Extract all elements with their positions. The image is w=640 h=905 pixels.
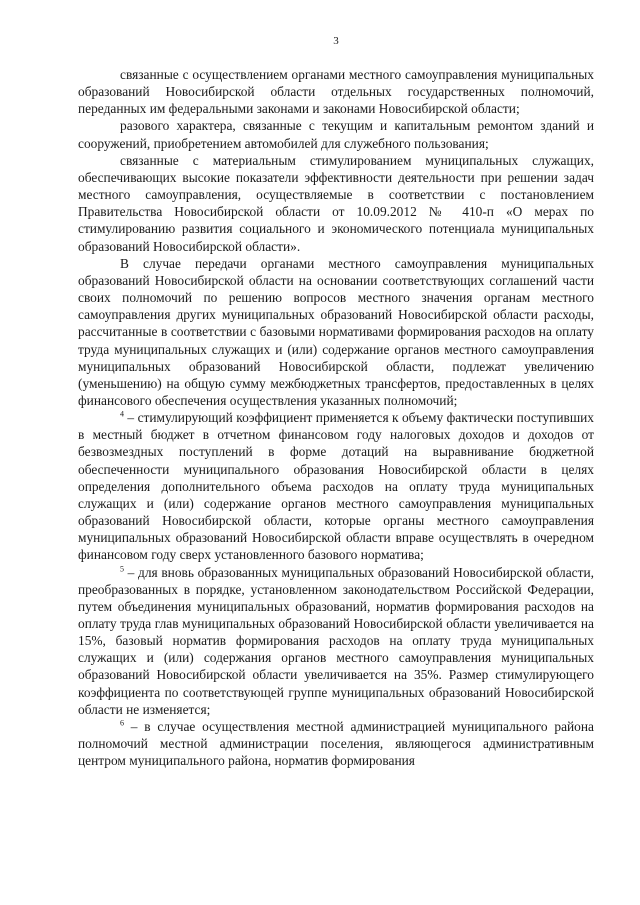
paragraph-5 [78, 409, 594, 563]
paragraph-3 [78, 152, 594, 255]
footnote-marker-4: 4 [120, 409, 124, 419]
paragraph-2 [78, 117, 594, 151]
footnote-marker-6: 6 [120, 718, 124, 728]
paragraph-3-text: связанные с материальным стимулированием муниципальных служащих, обеспечивающих высокие показатели эффективности деятельности при решении задач местного самоуправления, осуществляемые в соответствии с постановлением Правительства Новосибирской области от 10.09.2012 № 410-п «О мерах по стимулированию развития социального и экономического потенциала муниципальных образований Новосибирской области». [78, 152, 594, 254]
paragraph-1 [78, 66, 594, 117]
paragraph-6-text: – для вновь образованных муниципальных образований Новосибирской области, преобразованных в порядке, установленном законодательством Российской Федерации, путем объединения муниципальных образований, норматив формирования расходов на оплату труда глав муниципальных образований Новосибирской области увеличивается на 15%, базовый норматив формирования расходов на оплату труда муниципальных служащих и (или) содержания органов местного самоуправления муниципальных образований Новосибирской области увеличивается на 35%. Размер стимулирующего коэффициента по соответствующей группе муниципальных образований Новосибирской области не изменяется; [78, 564, 594, 717]
paragraph-4 [78, 255, 594, 409]
paragraph-7-text: – в случае осуществления местной администрацией муниципального района полномочий местной администрации поселения, являющегося административным центром муниципального района, норматив формирования [78, 718, 594, 769]
page-number: 3 [333, 35, 339, 47]
paragraph-7 [78, 718, 594, 769]
paragraph-2-text: разового характера, связанные с текущим и капитальным ремонтом зданий и сооружений, приобретением автомобилей для служебного пользования; [78, 118, 594, 151]
paragraph-6 [78, 564, 594, 718]
paragraph-5-text: – стимулирующий коэффициент применяется к объему фактически поступивших в местный бюджет в отчетном финансовом году налоговых доходов и доходов от безвозмездных поступлений в форме дотаций на выравнивание бюджетной обеспеченности муниципального образования Новосибирской области в целях определения дополнительного объема расходов на оплату труда муниципальных служащих и (или) содержание органов местного самоуправления муниципальных образований Новосибирской области, которые органы местного самоуправления муниципальных образований Новосибирской области вправе осуществлять в очередном финансовом году сверх установленного базового норматива; [78, 410, 594, 563]
footnote-marker-5: 5 [120, 564, 124, 574]
paragraph-1-text: связанные с осуществлением органами местного самоуправления муниципальных образований Новосибирской области отдельных государственных полномочий, переданных им федеральными законами и законами Новосибирской области; [78, 67, 594, 117]
paragraph-4-text: В случае передачи органами местного самоуправления муниципальных образований Новосибирской области на основании соответствующих соглашений части своих полномочий по решению вопросов местного значения органам местного самоуправления других муниципальных образований Новосибирской области расходы, рассчитанные в соответствии с базовыми нормативами формирования расходов на оплату труда муниципальных служащих и (или) содержание органов местного самоуправления муниципальных образований Новосибирской области, подлежат увеличению (уменьшению) на общую сумму межбюджетных трансфертов, предоставленных в целях финансового обеспечения осуществления указанных полномочий; [78, 255, 594, 408]
